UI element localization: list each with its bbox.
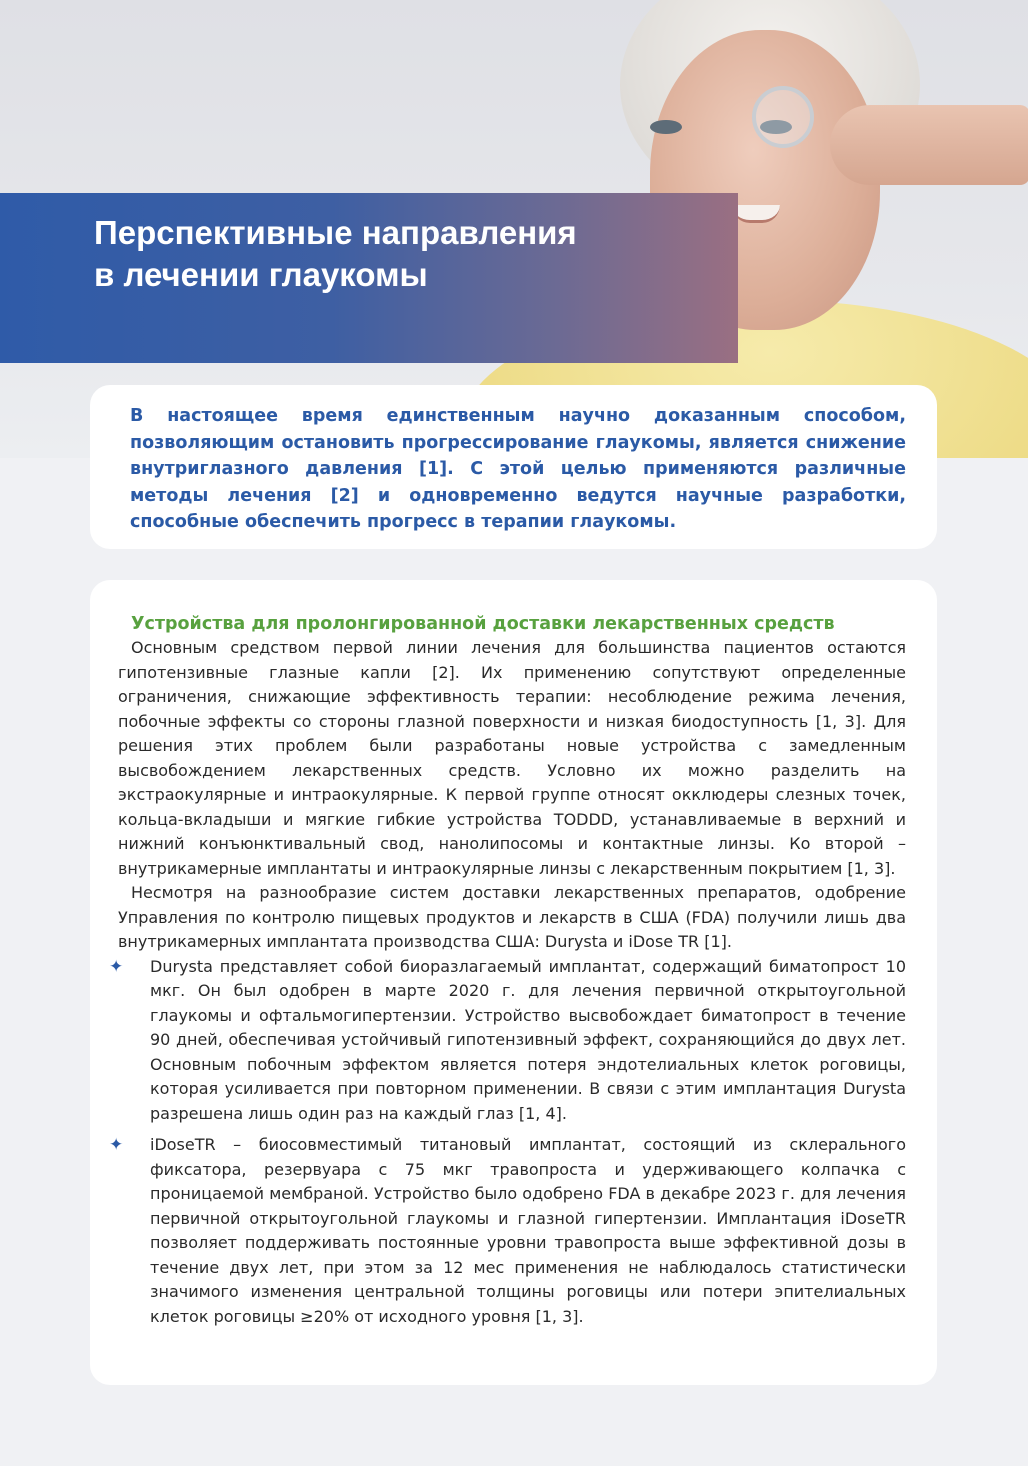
photo-hand xyxy=(830,105,1028,185)
title-line-2: в лечении глаукомы xyxy=(94,256,428,293)
main-card xyxy=(90,580,937,1385)
paragraph: Несмотря на разнообразие систем доставки лекарственных препаратов, одобрение Управления по контролю пищевых продуктов и лекарств в США (FDA) получили лишь два внутрикамерных имплантата производства США: Durysta и iDose TR [1]. xyxy=(118,883,906,951)
intro-text: В настоящее время единственным научно доказанным способом, позволяющим остановить прогрессирование глаукомы, является снижение внутриглазного давления [1]. С этой целью применяются различные методы лечения [2] и одновременно ведутся научные разработки, способные обеспечить прогресс в терапии глаукомы. xyxy=(130,406,906,532)
list-item xyxy=(109,1133,906,1329)
four-point-star-icon: ✦ xyxy=(109,1135,124,1155)
section-title: Устройства для пролонгированной доставки лекарственных средств xyxy=(131,614,835,634)
four-point-star-icon: ✦ xyxy=(109,956,124,977)
list-item xyxy=(109,955,906,1127)
page-title xyxy=(94,212,714,296)
paragraph: Основным средством первой линии лечения для большинства пациентов остаются гипотензивные глазные капли [2]. Их применению сопутствуют определенные ограничения, снижающие эффективность терапии: несоблюдение режима лечения, побочные эффекты со стороны глазной поверхности и низкая биодоступность [1, 3]. Для решения этих проблем были разработаны новые устройства с замедленным высвобождением лекарственных средств. Условно их можно разделить на экстраокулярные и интраокулярные. К первой группе относят окклюдеры слезных точек, кольца-вкладыши и мягкие гибкие устройства TODDD, устанавливаемые в верхний и нижний конъюнктивальный свод, нанолипосомы и контактные линзы. Ко второй – внутрикамерные имплантаты и интраокулярные линзы с лекарственным покрытием [1, 3]. xyxy=(118,638,906,878)
bullet-text: iDoseTR – биосовместимый титановый имплантат, состоящий из склерального фиксатора, резервуара с 75 мкг травопроста и удерживающего колпачка с проницаемой мембраной. Устройство было одобрено FDA в декабре 2023 г. для лечения первичной открытоугольной глаукомы и глазной гипертензии. Имплантация iDoseTR позволяет поддерживать постоянные уровни травопроста выше эффективной дозы в течение двух лет, при этом за 12 мес применения не наблюдалось статистически значимого изменения центральной толщины роговицы или потери эпителиальных клеток роговицы ≥20% от исходного уровня [1, 3]. xyxy=(150,1135,906,1326)
title-line-1: Перспективные направления xyxy=(94,214,577,251)
bullet-text: Durysta представляет собой биоразлагаемый имплантат, содержащий биматопрост 10 мкг. Он был одобрен в марте 2020 г. для лечения первичной открытоугольной глаукомы и офтальмогипертензии. Устройство высвобождает биматопрост в течение 90 дней, обеспечивая устойчивый гипотензивный эффект, сохраняющийся до двух лет. Основным побочным эффектом является потеря эндотелиальных клеток роговицы, которая усиливается при повторном применении. В связи с этим имплантация Durysta разрешена лишь один раз на каждый глаз [1, 4]. xyxy=(150,956,906,1123)
magnifier-lens-icon xyxy=(752,86,814,148)
photo-eye-left xyxy=(650,120,682,134)
intro-card xyxy=(90,385,937,549)
bullet-list xyxy=(109,955,906,1330)
